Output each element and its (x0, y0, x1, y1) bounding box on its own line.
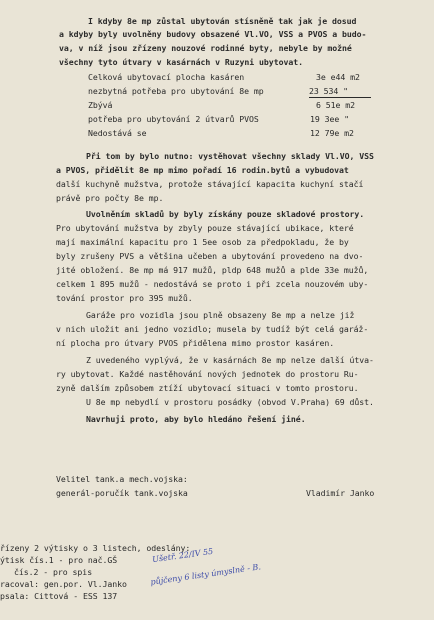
table-label-0: Celková ubytovací plocha kasáren (88, 72, 245, 82)
table-value-3: 19 3ee " (310, 114, 350, 124)
p4-line-2: v nich uložit ani jedno vozidlo; musela by tudíž být celá garáž- (56, 324, 369, 334)
table-label-1: nezbytná potřeba pro ubytování 8e mp (88, 86, 264, 96)
signature-title-1: Velitel tank.a mech.vojska: (56, 474, 188, 484)
p2-line-2: a PVOS, přidělit 8e mp mimo pořadí 16 rodin.bytů a vybudovat (56, 165, 349, 175)
p3-line-5: jité obložení. 8e mp má 917 mužů, pldp 648 mužů a plde 33e mužů, (56, 265, 369, 275)
p1-line-3: va, v níž jsou zřízeny nouzové rodinné byty, nebyle by možné (59, 43, 352, 53)
footer-line-3: čís.2 - pro spis (14, 567, 93, 577)
p3-line-7: tování prostor pro 395 mužů. (56, 293, 193, 303)
p4-line-3: ní plocha pro útvary PVOS přidělena mimo prostor kasáren. (56, 338, 335, 348)
p4-line-1: Garáže pro vozidla jsou plně obsazeny 8e mp a nelze již (86, 310, 355, 320)
p2-line-1: Při tom by bylo nutno: vystěhovat všechny sklady Vl.VO, VSS (86, 151, 374, 161)
p3-line-3: mají maximální kapacitu pro 1 5ee osob za předpokladu, že by (56, 237, 349, 247)
p5-line-1: Z uvedeného vyplývá, že v kasárnách 8e mp nelze další útva- (86, 355, 374, 365)
p3-line-1: Uvolněním skladů by byly získány pouze skladové prostory. (86, 209, 365, 219)
table-value-2: 6 51e m2 (316, 100, 356, 110)
p5-line-4: U 8e mp nebydlí v prostoru posádky (obvod V.Praha) 69 důst. (86, 397, 374, 407)
table-value-1: 23 534 " (309, 86, 371, 98)
p1-line-2: a kdyby byly uvolněny budovy obsazené Vl.VO, VSS a PVOS a budo- (59, 29, 367, 39)
table-value-0: 3e e44 m2 (316, 72, 360, 82)
table-label-3: potřeba pro ubytování 2 útvarů PVOS (88, 114, 259, 124)
footer-line-1: řízeny 2 výtisky o 3 listech, odeslány: (0, 543, 191, 553)
table-label-4: Nedostává se (88, 128, 147, 138)
p2-line-3: další kuchyně mužstva, protože stávající kapacita kuchyní stačí (56, 179, 364, 189)
p1-line-1: I kdyby 8e mp zůstal ubytován stísněně tak jak je dosud (88, 16, 357, 26)
p2-line-4: právě pro počty 8e mp. (56, 193, 164, 203)
footer-line-2: ýtisk čís.1 - pro nač.GŠ (0, 555, 118, 565)
p3-line-2: Pro ubytování mužstva by zbyly pouze stávající ubikace, které (56, 223, 354, 233)
p6-line-1: Navrhuji proto, aby bylo hledáno řešení jiné. (86, 414, 306, 424)
p5-line-3: zyně dalším způsobem ztíží ubytovací situaci v tomto prostoru. (56, 383, 359, 393)
signature-title-2: generál-poručík tank.vojska (56, 488, 188, 498)
table-label-2: Zbývá (88, 100, 113, 110)
handwritten-note-1: Ušetř. 22/IV 55 (151, 546, 214, 565)
handwritten-note-2: půjčeny 6 listy úmyslně - B. (149, 562, 262, 587)
footer-line-4: racoval: gen.por. Vl.Janko (0, 579, 127, 589)
p3-line-6: celkem 1 895 mužů - nedostává se proto i při zcela nouzovém uby- (56, 279, 369, 289)
p1-line-4: všechny tyto útvary v kasárnách v Ruzyni ubytovat. (59, 57, 303, 67)
p5-line-2: ry ubytovat. Každé nastěhování nových jednotek do prostoru Ru- (56, 369, 359, 379)
signature-name: Vladimír Janko (306, 488, 375, 498)
p3-line-4: byly zrušeny PVS a většina učeben a ubytování provedeno na dvo- (56, 251, 364, 261)
footer-line-5: psala: Cittová - ESS 137 (0, 591, 118, 601)
table-value-4: 12 79e m2 (310, 128, 354, 138)
